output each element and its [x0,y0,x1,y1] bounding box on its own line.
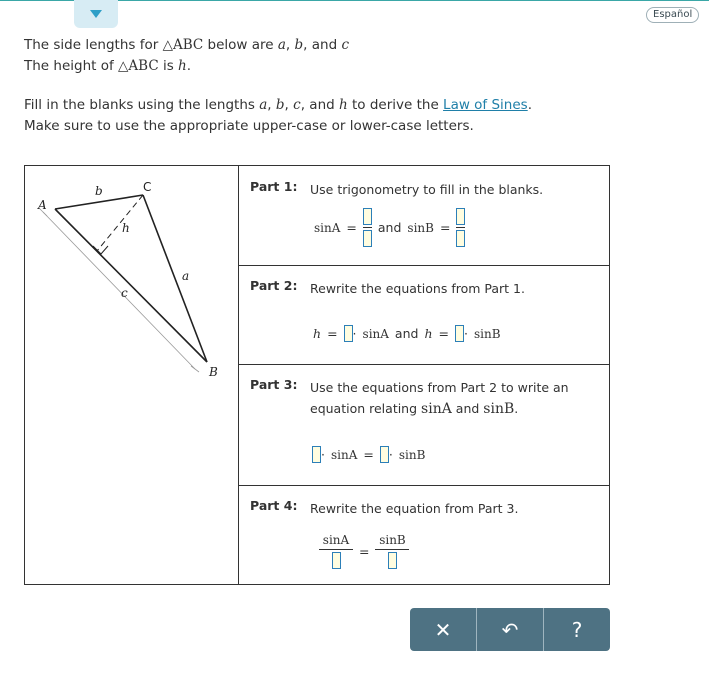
answer-toolbar [410,608,610,651]
part-1-fraction-b [456,208,465,247]
intro-line-4: Make sure to use the appropriate upper-case or lower-case letters. [24,118,474,134]
triangle-diagram [25,166,238,584]
part-1-numerator-b[interactable] [456,208,465,225]
part-4 [239,485,609,584]
triangle-diagram-panel [24,165,238,585]
side-c-dimension-line [43,212,195,369]
problem-intro [24,35,644,137]
part-4-fraction-b: sinB [375,533,409,569]
part-4-desc: Rewrite the equation from Part 3. [310,501,519,516]
part-4-equation: sinA = sinB [313,533,415,569]
clear-button[interactable] [410,608,477,651]
part-2-equation: h = · sinA and h = · sinB [313,326,501,341]
intro-line-3: Fill in the blanks using the lengths a, b, c, and h to derive the Law of Sines. [24,97,532,113]
part-3-desc: Use the equations from Part 2 to write an equation relating sinA and sinB. [310,380,569,417]
part-2-blank-a[interactable] [344,325,353,342]
vertex-a-label: A [38,198,47,212]
side-c-line [55,209,207,362]
part-4-fraction-a: sinA [319,533,353,569]
part-1-desc: Use trigonometry to fill in the blanks. [310,182,544,197]
part-2-blank-b[interactable] [455,325,464,342]
part-4-denominator-b[interactable] [388,552,397,569]
side-a-label: a [182,269,190,283]
close-icon: ✕ [434,617,452,642]
undo-button[interactable] [477,608,544,651]
part-1-denominator-b[interactable] [456,230,465,247]
language-button[interactable]: Español [646,7,699,23]
part-1-fraction-a [363,208,372,247]
vertex-c-label: C [143,180,152,194]
side-c-label: c [121,286,128,300]
parts-panel [238,165,610,585]
law-of-sines-link[interactable]: Law of Sines [443,97,528,113]
dimension-tick-b [191,366,199,372]
height-label: h [122,221,130,235]
part-2-label: Part 2: [250,278,298,293]
part-2-desc: Rewrite the equations from Part 1. [310,281,525,296]
help-icon: ? [571,617,583,642]
side-a-line [143,195,207,362]
chevron-down-icon [89,9,103,19]
part-1-equation: sinA = and sinB = [314,208,471,247]
part-1-numerator-a[interactable] [363,208,372,225]
part-4-denominator-a[interactable] [332,552,341,569]
part-3 [239,364,609,486]
intro-line-2: The height of △ABC is h. [24,58,192,74]
part-2 [239,265,609,365]
undo-icon: ↶ [501,617,519,642]
collapse-toggle[interactable] [74,0,118,28]
part-1 [239,166,609,266]
part-4-label: Part 4: [250,498,298,513]
part-3-equation: · sinA = · sinB [312,446,425,463]
part-3-blank-a[interactable] [312,446,321,463]
part-3-blank-b[interactable] [380,446,389,463]
intro-line-1: The side lengths for △ABC below are a, b, and c [24,37,350,53]
height-line [97,195,143,251]
part-1-denominator-a[interactable] [363,230,372,247]
part-1-label: Part 1: [250,179,298,194]
side-b-label: b [95,184,103,198]
help-button[interactable] [544,608,610,651]
vertex-b-label: B [209,365,218,379]
part-3-label: Part 3: [250,377,298,392]
